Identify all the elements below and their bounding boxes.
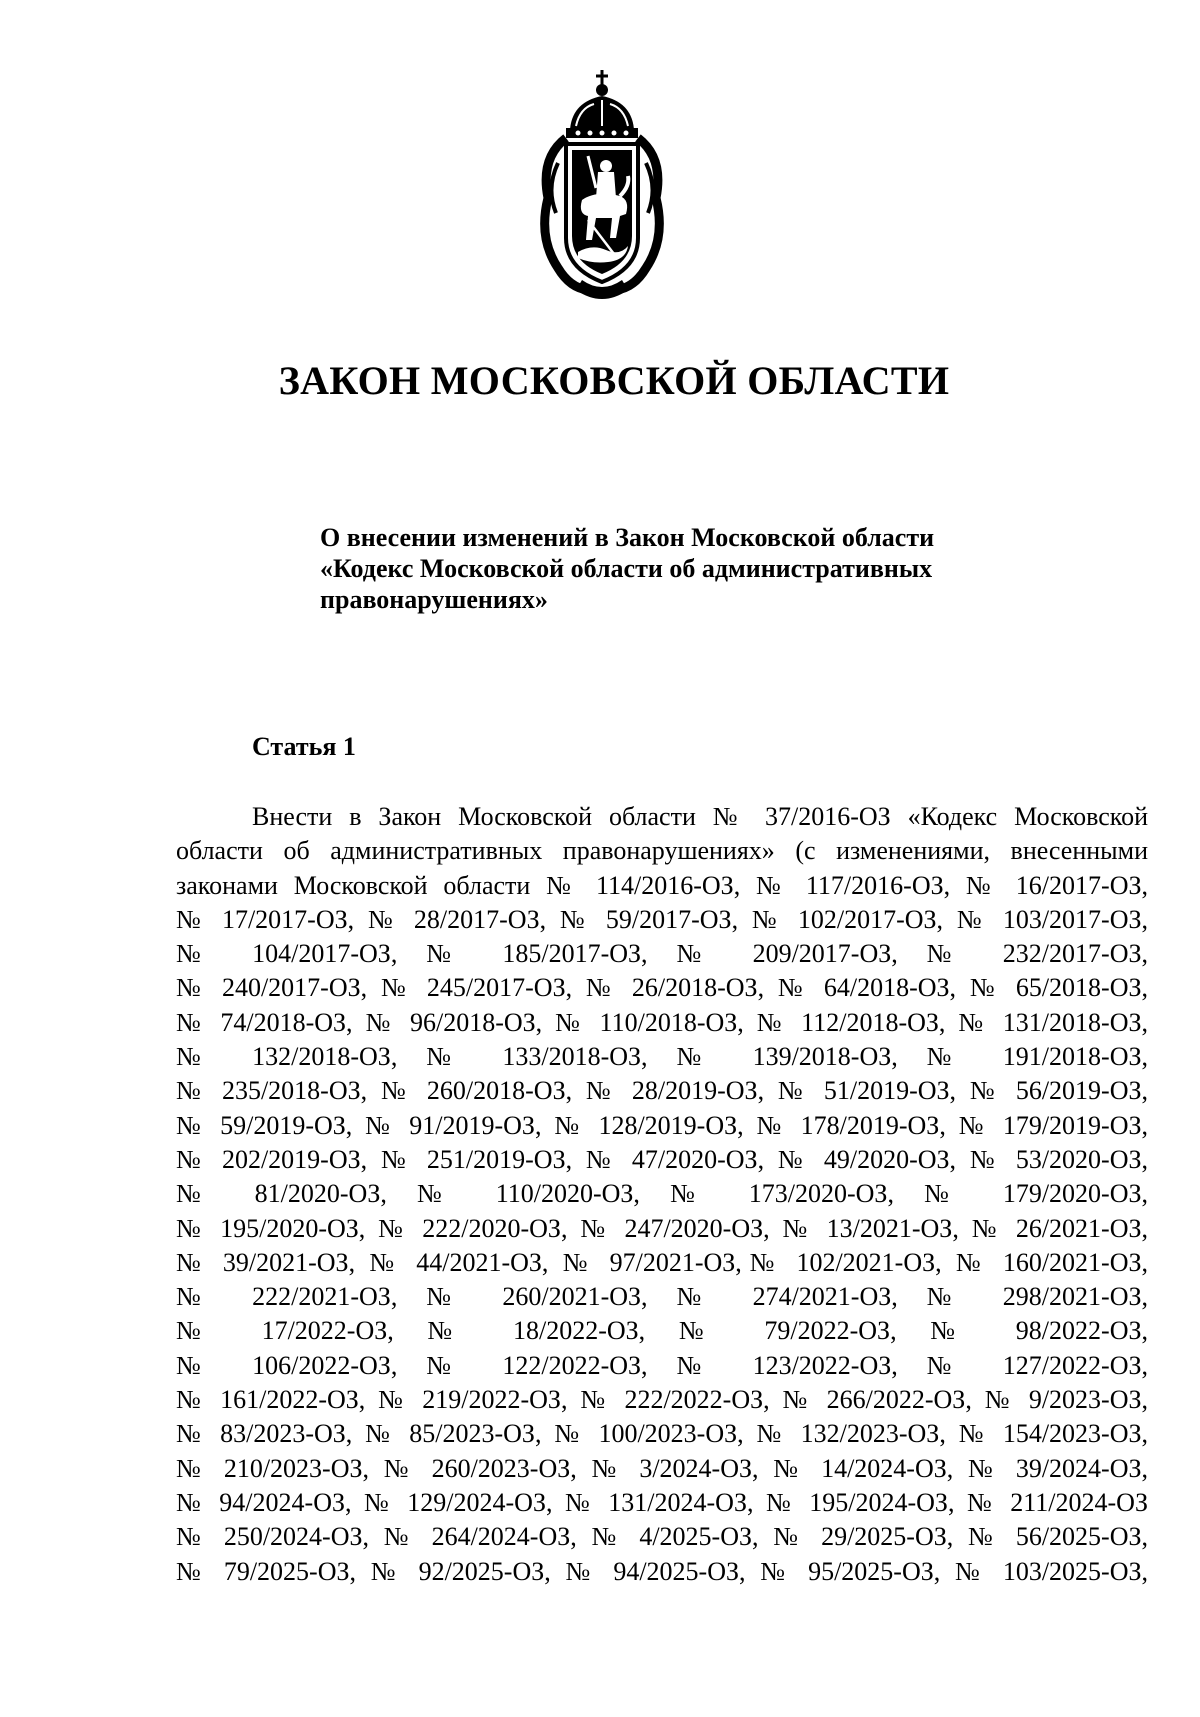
document-subtitle: [320, 522, 1040, 615]
body-line: Внести в Закон Московской области № 37/2016-ОЗ «Кодекс Московской: [252, 802, 1148, 831]
body-line: № 235/2018-ОЗ, № 260/2018-ОЗ, № 28/2019-ОЗ, № 51/2019-ОЗ, № 56/2019-ОЗ,: [176, 1076, 1148, 1106]
moscow-oblast-coat-of-arms-icon: [536, 68, 668, 308]
subtitle-line: «Кодекс Московской области об административных: [320, 554, 933, 583]
body-line: № 104/2017-ОЗ, № 185/2017-ОЗ, № 209/2017-ОЗ, № 232/2017-ОЗ,: [176, 939, 1148, 969]
subtitle-line: О внесении изменений в Закон Московской области: [320, 523, 935, 552]
body-line: № 240/2017-ОЗ, № 245/2017-ОЗ, № 26/2018-ОЗ, № 64/2018-ОЗ, № 65/2018-ОЗ,: [176, 973, 1148, 1003]
body-line: законами Московской области № 114/2016-ОЗ, № 117/2016-ОЗ, № 16/2017-ОЗ,: [176, 870, 1148, 900]
document-title: ЗАКОН МОСКОВСКОЙ ОБЛАСТИ: [278, 358, 950, 403]
body-line: № 161/2022-ОЗ, № 219/2022-ОЗ, № 222/2022-ОЗ, № 266/2022-ОЗ, № 9/2023-ОЗ,: [176, 1385, 1148, 1415]
body-line: № 106/2022-ОЗ, № 122/2022-ОЗ, № 123/2022-ОЗ, № 127/2022-ОЗ,: [176, 1350, 1148, 1380]
body-line: № 17/2017-ОЗ, № 28/2017-ОЗ, № 59/2017-ОЗ, № 102/2017-ОЗ, № 103/2017-ОЗ,: [176, 904, 1148, 934]
body-line: № 79/2025-ОЗ, № 92/2025-ОЗ, № 94/2025-ОЗ, № 95/2025-ОЗ, № 103/2025-ОЗ,: [176, 1556, 1148, 1586]
article-body: [176, 800, 1148, 1589]
subtitle-line: правонарушениях»: [320, 585, 548, 614]
body-line: № 83/2023-ОЗ, № 85/2023-ОЗ, № 100/2023-ОЗ, № 132/2023-ОЗ, № 154/2023-ОЗ,: [176, 1419, 1148, 1449]
body-line: № 39/2021-ОЗ, № 44/2021-ОЗ, № 97/2021-ОЗ,№ 102/2021-ОЗ, № 160/2021-ОЗ,: [176, 1247, 1148, 1277]
article-heading: Статья 1: [252, 732, 356, 761]
body-line: № 202/2019-ОЗ, № 251/2019-ОЗ, № 47/2020-ОЗ, № 49/2020-ОЗ, № 53/2020-ОЗ,: [176, 1144, 1148, 1174]
body-line: № 222/2021-ОЗ, № 260/2021-ОЗ, № 274/2021-ОЗ, № 298/2021-ОЗ,: [176, 1282, 1148, 1312]
body-line: № 17/2022-ОЗ, № 18/2022-ОЗ, № 79/2022-ОЗ, № 98/2022-ОЗ,: [176, 1316, 1148, 1346]
body-line: области об административных правонарушениях» (с изменениями, внесенными: [176, 836, 1148, 866]
body-line: № 74/2018-ОЗ, № 96/2018-ОЗ, № 110/2018-ОЗ, № 112/2018-ОЗ, № 131/2018-ОЗ,: [176, 1007, 1148, 1037]
body-line: № 250/2024-ОЗ, № 264/2024-ОЗ, № 4/2025-ОЗ, № 29/2025-ОЗ, № 56/2025-ОЗ,: [176, 1522, 1148, 1552]
body-line: № 59/2019-ОЗ, № 91/2019-ОЗ, № 128/2019-ОЗ, № 178/2019-ОЗ, № 179/2019-ОЗ,: [176, 1110, 1148, 1140]
body-line: № 81/2020-ОЗ, № 110/2020-ОЗ, № 173/2020-ОЗ, № 179/2020-ОЗ,: [176, 1179, 1148, 1209]
body-line: № 195/2020-ОЗ, № 222/2020-ОЗ, № 247/2020-ОЗ, № 13/2021-ОЗ, № 26/2021-ОЗ,: [176, 1213, 1148, 1243]
body-line: № 94/2024-ОЗ, № 129/2024-ОЗ, № 131/2024-ОЗ, № 195/2024-ОЗ, № 211/2024-ОЗ: [176, 1487, 1148, 1517]
body-line: № 210/2023-ОЗ, № 260/2023-ОЗ, № 3/2024-ОЗ, № 14/2024-ОЗ, № 39/2024-ОЗ,: [176, 1453, 1148, 1483]
body-line: № 132/2018-ОЗ, № 133/2018-ОЗ, № 139/2018-ОЗ, № 191/2018-ОЗ,: [176, 1042, 1148, 1072]
